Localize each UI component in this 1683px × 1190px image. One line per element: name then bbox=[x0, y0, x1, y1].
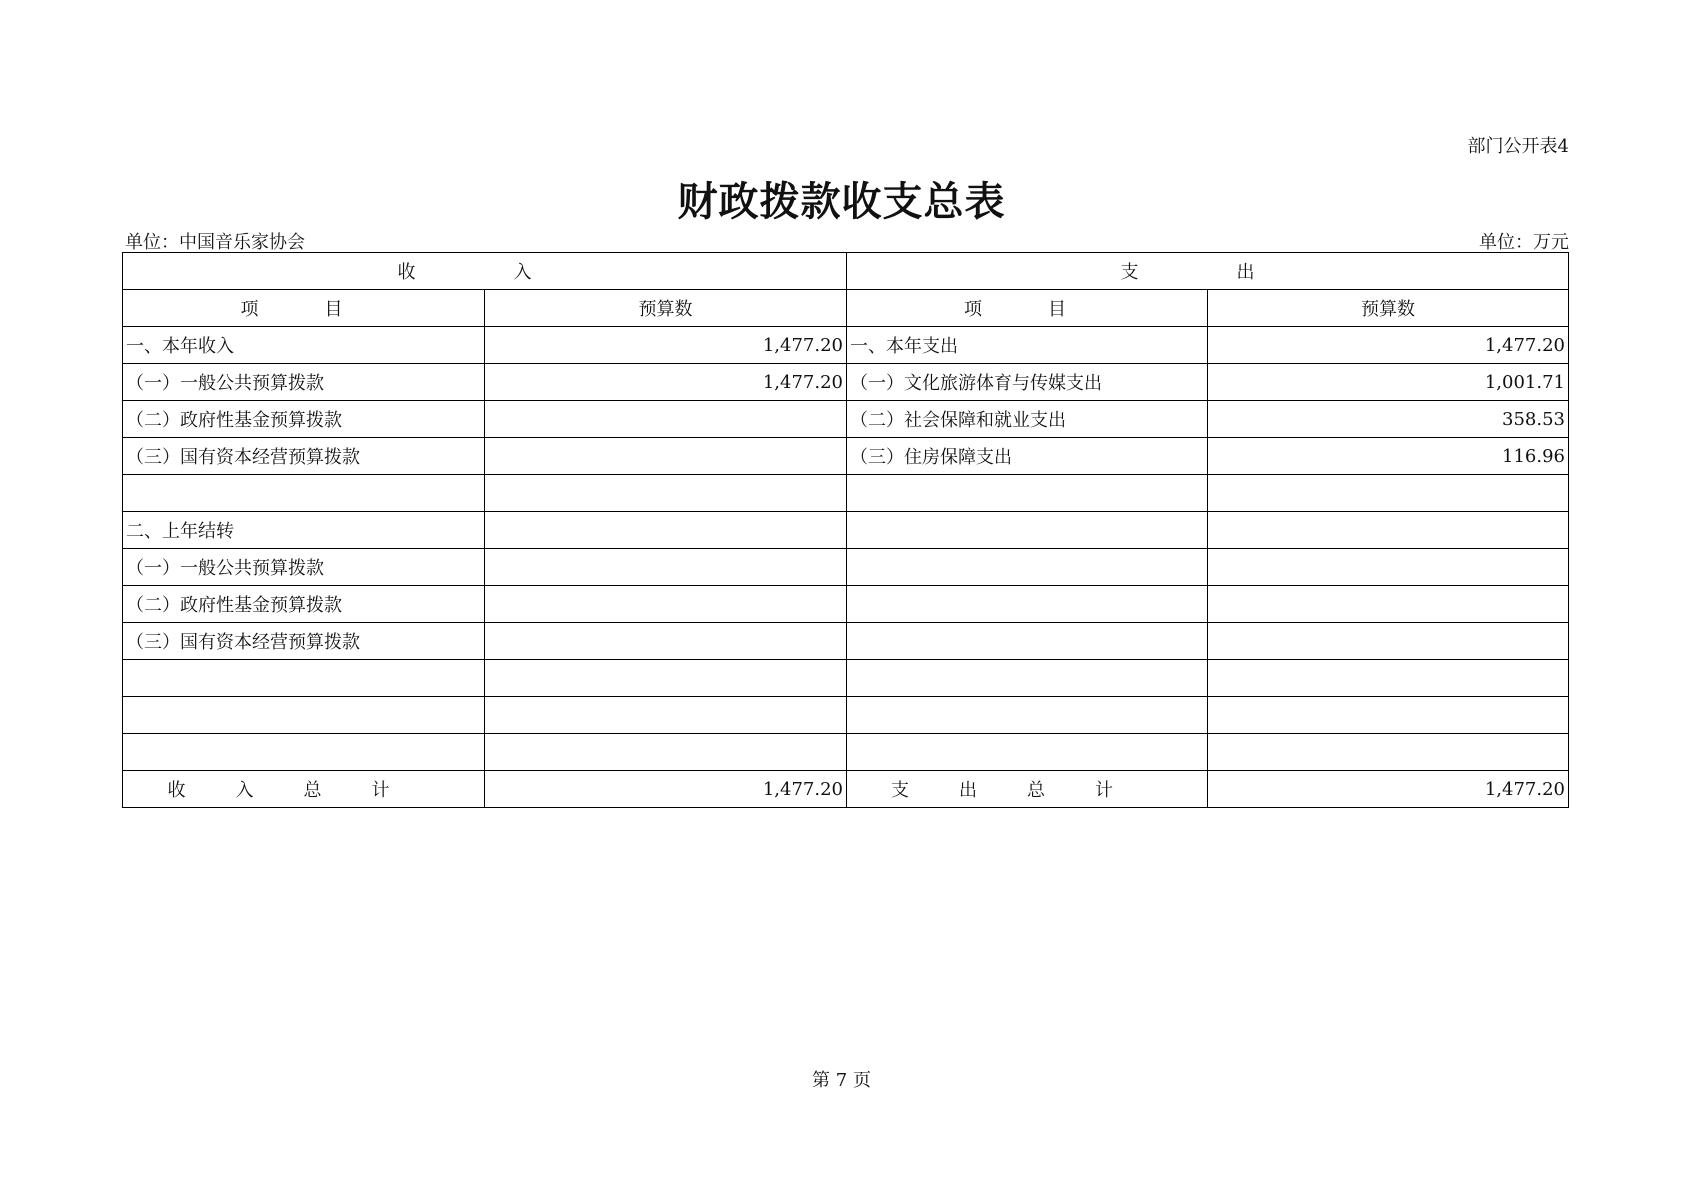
table-row bbox=[123, 438, 1569, 475]
expense-value-cell bbox=[1208, 734, 1569, 771]
table-row bbox=[123, 586, 1569, 623]
unit-currency: 单位：万元 bbox=[1479, 232, 1569, 253]
expense-value-cell bbox=[1208, 586, 1569, 623]
expense-item-cell: （一）文化旅游体育与传媒支出 bbox=[847, 364, 1208, 401]
table-row bbox=[123, 697, 1569, 734]
income-value-cell bbox=[485, 401, 847, 438]
expense-total-value: 1,477.20 bbox=[1208, 771, 1569, 808]
expense-value-cell bbox=[1208, 475, 1569, 512]
income-item-cell: （二）政府性基金预算拨款 bbox=[123, 401, 485, 438]
expense-item-cell bbox=[847, 697, 1208, 734]
expense-value-cell: 116.96 bbox=[1208, 438, 1569, 475]
expense-item-cell: （二）社会保障和就业支出 bbox=[847, 401, 1208, 438]
income-total-value: 1,477.20 bbox=[485, 771, 847, 808]
income-item-cell: （一）一般公共预算拨款 bbox=[123, 549, 485, 586]
income-item-cell: （三）国有资本经营预算拨款 bbox=[123, 623, 485, 660]
table-row bbox=[123, 512, 1569, 549]
totals-row bbox=[123, 771, 1569, 808]
table-row bbox=[123, 475, 1569, 512]
income-value-cell: 1,477.20 bbox=[485, 327, 847, 364]
expense-value-cell bbox=[1208, 697, 1569, 734]
table-row bbox=[123, 401, 1569, 438]
income-item-cell: （二）政府性基金预算拨款 bbox=[123, 586, 485, 623]
group-header-row bbox=[123, 253, 1569, 290]
expense-item-cell bbox=[847, 475, 1208, 512]
income-value-cell bbox=[485, 734, 847, 771]
income-value-cell bbox=[485, 549, 847, 586]
expense-item-cell bbox=[847, 734, 1208, 771]
table-row bbox=[123, 623, 1569, 660]
income-value-cell bbox=[485, 512, 847, 549]
income-value-cell bbox=[485, 697, 847, 734]
expense-value-cell: 1,001.71 bbox=[1208, 364, 1569, 401]
table-row bbox=[123, 660, 1569, 697]
expense-item-cell bbox=[847, 512, 1208, 549]
income-value-cell bbox=[485, 586, 847, 623]
income-item-cell: （一）一般公共预算拨款 bbox=[123, 364, 485, 401]
income-item-cell: 二、上年结转 bbox=[123, 512, 485, 549]
unit-organization: 单位：中国音乐家协会 bbox=[125, 232, 305, 253]
income-item-cell bbox=[123, 697, 485, 734]
column-header-row bbox=[123, 290, 1569, 327]
expense-item-cell bbox=[847, 549, 1208, 586]
expense-item-cell: （三）住房保障支出 bbox=[847, 438, 1208, 475]
table-row bbox=[123, 327, 1569, 364]
expense-value-cell: 358.53 bbox=[1208, 401, 1569, 438]
income-item-cell bbox=[123, 734, 485, 771]
table-number: 部门公开表4 bbox=[1467, 136, 1569, 157]
income-group-header: 收 入 bbox=[123, 253, 847, 290]
budget-table bbox=[122, 252, 1569, 808]
expense-group-header: 支 出 bbox=[847, 253, 1569, 290]
income-item-header: 项 目 bbox=[123, 290, 485, 327]
expense-budget-header: 预算数 bbox=[1208, 290, 1569, 327]
expense-item-cell bbox=[847, 586, 1208, 623]
expense-total-label: 支出总计 bbox=[847, 771, 1208, 808]
income-value-cell bbox=[485, 475, 847, 512]
expense-value-cell bbox=[1208, 512, 1569, 549]
page-number: 第 7 页 bbox=[812, 1070, 871, 1091]
expense-item-cell bbox=[847, 623, 1208, 660]
table-row bbox=[123, 734, 1569, 771]
income-item-cell bbox=[123, 475, 485, 512]
income-item-cell: （三）国有资本经营预算拨款 bbox=[123, 438, 485, 475]
expense-value-cell bbox=[1208, 549, 1569, 586]
income-item-cell: 一、本年收入 bbox=[123, 327, 485, 364]
income-value-cell bbox=[485, 660, 847, 697]
expense-item-cell bbox=[847, 660, 1208, 697]
expense-value-cell bbox=[1208, 623, 1569, 660]
expense-value-cell: 1,477.20 bbox=[1208, 327, 1569, 364]
income-value-cell: 1,477.20 bbox=[485, 364, 847, 401]
income-total-label: 收入总计 bbox=[123, 771, 485, 808]
income-item-cell bbox=[123, 660, 485, 697]
table-row bbox=[123, 364, 1569, 401]
table-row bbox=[123, 549, 1569, 586]
page-title: 财政拨款收支总表 bbox=[677, 178, 1006, 225]
expense-item-header: 项 目 bbox=[847, 290, 1208, 327]
expense-item-cell: 一、本年支出 bbox=[847, 327, 1208, 364]
expense-value-cell bbox=[1208, 660, 1569, 697]
income-value-cell bbox=[485, 438, 847, 475]
income-budget-header: 预算数 bbox=[485, 290, 847, 327]
income-value-cell bbox=[485, 623, 847, 660]
